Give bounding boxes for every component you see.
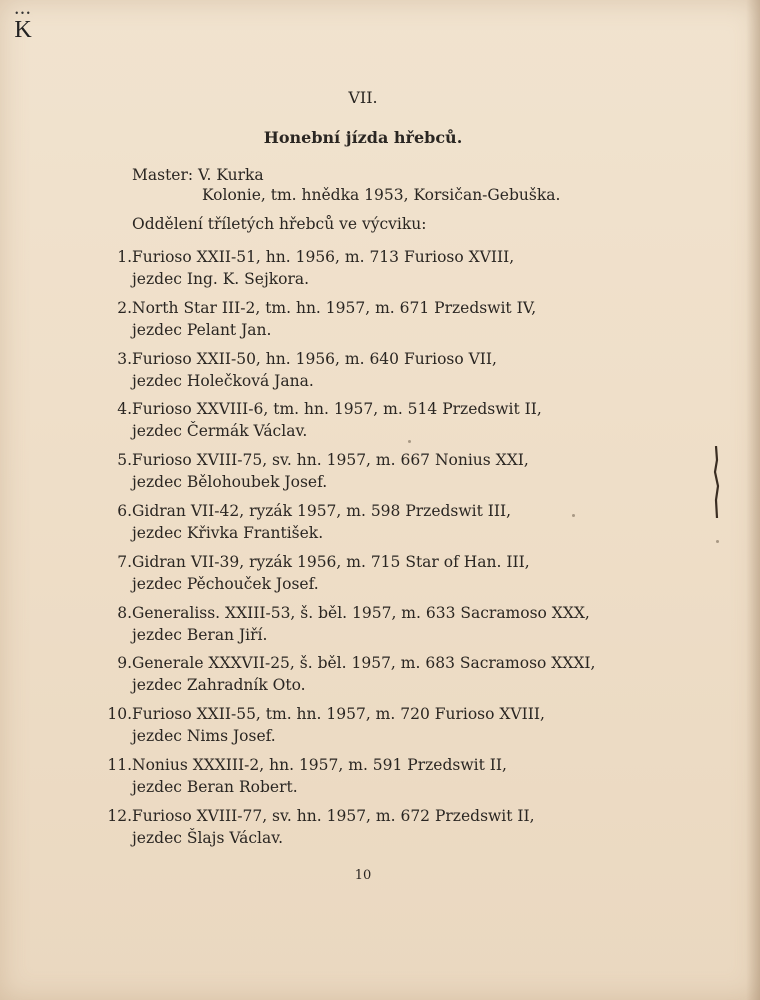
entry-horse: Generale XXXVII-25, š. běl. 1957, m. 683 Sacramoso XXXI, xyxy=(132,654,596,673)
page-edge-shadow xyxy=(746,0,760,1000)
entry-number: 8. xyxy=(117,603,132,622)
entry-rider: jezdec Holečková Jana. xyxy=(132,371,314,390)
entry-number: 5. xyxy=(117,451,132,470)
entry-rider: jezdec Pěchouček Josef. xyxy=(132,574,319,593)
list-item xyxy=(100,754,600,805)
logo-letter: K xyxy=(14,17,32,43)
entry-rider: jezdec Bělohoubek Josef. xyxy=(132,473,328,492)
page-number: 10 xyxy=(354,868,372,883)
paper-tear-mark xyxy=(712,446,720,518)
master-line: Master: V. Kurka xyxy=(132,166,264,184)
entry-number: 11. xyxy=(107,755,132,774)
entry-number: 4. xyxy=(117,400,132,419)
entry-list xyxy=(100,246,600,856)
entry-horse: Nonius XXXIII-2, hn. 1957, m. 591 Przedswit II, xyxy=(132,755,507,774)
entry-horse: Furioso XVIII-75, sv. hn. 1957, m. 667 Nonius XXI, xyxy=(132,451,529,470)
entry-rider: jezdec Čermák Václav. xyxy=(132,422,308,441)
entry-number: 6. xyxy=(117,501,132,520)
entry-horse: Generaliss. XXIII-53, š. běl. 1957, m. 633 Sacramoso XXX, xyxy=(132,603,590,622)
paper-speck xyxy=(572,514,575,517)
entry-rider: jezdec Ing. K. Sejkora. xyxy=(132,270,310,288)
chapter-number: VII. xyxy=(348,88,378,107)
entry-number: 12. xyxy=(107,806,132,825)
section-subtitle: Oddělení tříletých hřebců ve výcviku: xyxy=(132,215,427,233)
entry-rider: jezdec Pelant Jan. xyxy=(132,320,272,339)
entry-number: 3. xyxy=(117,349,132,368)
entry-horse: Furioso XXII-55, tm. hn. 1957, m. 720 Furioso XVIII, xyxy=(132,705,545,724)
entry-number: 7. xyxy=(117,552,132,571)
library-logo xyxy=(12,10,34,42)
entry-rider: jezdec Beran Robert. xyxy=(132,777,298,796)
logo-dots: ••• xyxy=(14,9,32,18)
entry-horse: Furioso XXII-51, hn. 1956, m. 713 Furioso XVIII, xyxy=(132,248,515,266)
list-item xyxy=(100,805,600,856)
entry-number: 10. xyxy=(107,705,132,724)
entry-horse: Furioso XXII-50, hn. 1956, m. 640 Furioso VII, xyxy=(132,349,497,368)
list-item xyxy=(100,246,600,297)
entry-number: 1. xyxy=(117,248,132,266)
paper-speck xyxy=(716,540,719,543)
entry-rider: jezdec Beran Jiří. xyxy=(132,625,268,644)
list-item xyxy=(100,449,600,500)
entry-horse: Gidran VII-39, ryzák 1956, m. 715 Star of Han. III, xyxy=(132,552,530,571)
entry-number: 2. xyxy=(117,298,132,317)
list-item xyxy=(100,602,600,653)
entry-horse: North Star III-2, tm. hn. 1957, m. 671 Przedswit IV, xyxy=(132,298,537,317)
entry-horse: Furioso XVIII-77, sv. hn. 1957, m. 672 Przedswit II, xyxy=(132,806,535,825)
entry-horse: Furioso XXVIII-6, tm. hn. 1957, m. 514 Przedswit II, xyxy=(132,400,542,419)
list-item xyxy=(100,297,600,348)
list-item xyxy=(100,348,600,399)
master-horse: Kolonie, tm. hnědka 1953, Korsičan-Gebuška. xyxy=(202,186,561,204)
entry-rider: jezdec Šlajs Václav. xyxy=(132,828,284,847)
entry-rider: jezdec Zahradník Oto. xyxy=(132,676,306,695)
section-heading: Honební jízda hřebců. xyxy=(263,128,463,147)
entry-rider: jezdec Nims Josef. xyxy=(132,727,276,746)
list-item xyxy=(100,500,600,551)
paper-speck xyxy=(408,440,411,443)
list-item xyxy=(100,398,600,449)
list-item xyxy=(100,652,600,703)
entry-rider: jezdec Křivka František. xyxy=(132,523,324,542)
entry-number: 9. xyxy=(117,654,132,673)
entry-horse: Gidran VII-42, ryzák 1957, m. 598 Przedswit III, xyxy=(132,501,512,520)
list-item xyxy=(100,703,600,754)
list-item xyxy=(100,551,600,602)
